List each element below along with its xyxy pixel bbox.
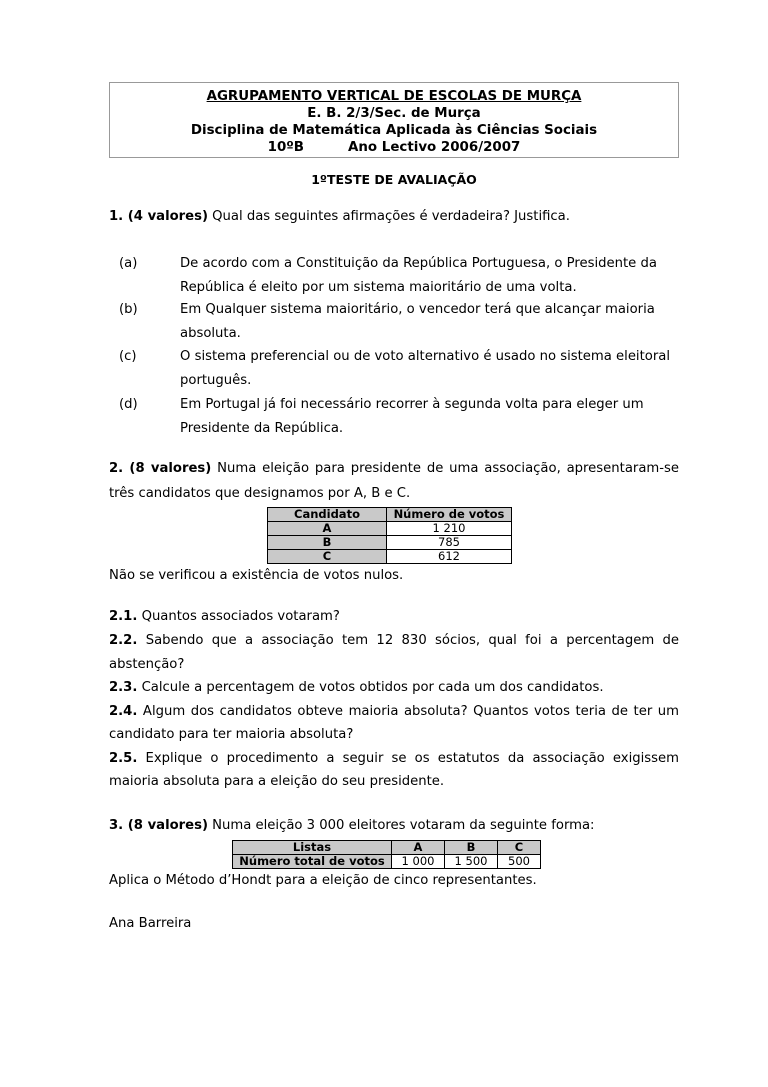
table-row [268,536,512,550]
sub-question-2-1 [109,607,679,627]
sub-question-text: Explique o procedimento a seguir se os estatutos da associação exigissem [137,751,679,766]
candidates-table [267,507,512,564]
table-header: Número de votos [387,508,512,522]
sub-question-label: 2.5. [109,751,138,766]
sub-question-2-3 [109,678,679,698]
table-cell: 500 [498,855,541,869]
school-year: Ano Lectivo 2006/2007 [348,140,521,155]
table-cell: 785 [387,536,512,550]
sub-question-text: Sabendo que a associação tem 12 830 sócios, qual foi a percentagem de [137,633,679,648]
test-title: 1ºTESTE DE AVALIAÇÃO [311,172,477,187]
sub-question-label: 2.4. [109,704,138,719]
subject-name: Disciplina de Matemática Aplicada às Ciências Sociais [190,123,598,138]
table-cell: 612 [387,550,512,564]
question-2-text: Numa eleição para presidente de uma associação, apresentaram-se [211,461,679,476]
sub-question-text: Calcule a percentagem de votos obtidos por cada um dos candidatos. [137,680,604,695]
table-header: Listas [233,841,392,855]
table-header: C [498,841,541,855]
table-cell: C [268,550,387,564]
table-cell: 1 500 [445,855,498,869]
sub-question-2-2-line2: abstenção? [109,657,185,672]
table-cell: Número total de votos [233,855,392,869]
option-b [109,298,679,345]
table-header: A [392,841,445,855]
table-row [233,855,541,869]
question-2-note: Não se verificou a existência de votos nulos. [109,568,404,583]
class-year-line [110,139,678,156]
option-line: português. [180,372,252,388]
school-header [109,82,679,158]
option-line: Em Portugal já foi necessário recorrer à segunda volta para eleger um [180,397,644,412]
question-3-text: Numa eleição 3 000 eleitores votaram da seguinte forma: [207,818,595,833]
question-2 [109,459,679,479]
option-line: absoluta. [180,325,241,341]
question-1-label: 1. (4 valores) [109,209,208,224]
school-group-name: AGRUPAMENTO VERTICAL DE ESCOLAS DE MURÇA [206,89,582,104]
sub-question-2-5 [109,749,679,769]
table-header: B [445,841,498,855]
class-name: 10ºB [267,140,305,155]
sub-question-2-4-line2: candidato para ter maioria absoluta? [109,727,354,742]
sub-question-text: Algum dos candidatos obteve maioria absoluta? Quantos votos teria de ter um [137,704,679,719]
sub-question-label: 2.1. [109,609,138,624]
author-name: Ana Barreira [109,916,192,931]
table-header: Candidato [268,508,387,522]
option-letter: (a) [119,256,138,271]
question-2-line2: três candidatos que designamos por A, B e C. [109,486,411,501]
option-letter: (b) [119,302,138,317]
option-line: De acordo com a Constituição da República Portuguesa, o Presidente da [180,256,657,271]
table-cell: B [268,536,387,550]
table-row [268,550,512,564]
option-line: Em Qualquer sistema maioritário, o vencedor terá que alcançar maioria [180,302,655,317]
question-3-label: 3. (8 valores) [109,818,208,833]
option-line: O sistema preferencial ou de voto alternativo é usado no sistema eleitoral [180,349,670,364]
table-cell: 1 000 [392,855,445,869]
sub-question-label: 2.2. [109,633,138,648]
table-cell: A [268,522,387,536]
option-letter: (d) [119,397,138,412]
option-a [109,252,679,299]
sub-question-2-2 [109,631,679,651]
question-1 [109,207,679,227]
table-row [268,522,512,536]
table-header-row [233,841,541,855]
question-1-text: Qual das seguintes afirmações é verdadeira? Justifica. [207,209,570,224]
sub-question-2-5-line2: maioria absoluta para a eleição do seu presidente. [109,774,445,789]
option-letter: (c) [119,349,137,364]
option-d [109,393,679,440]
question-2-label: 2. (8 valores) [109,461,212,476]
sub-question-text: Quantos associados votaram? [137,609,340,624]
sub-question-label: 2.3. [109,680,138,695]
question-3-note: Aplica o Método d’Hondt para a eleição de cinco representantes. [109,873,537,888]
option-line: Presidente da República. [180,420,344,436]
option-c [109,345,679,392]
school-name: E. B. 2/3/Sec. de Murça [307,106,481,121]
lists-table [232,840,541,869]
table-cell: 1 210 [387,522,512,536]
table-header-row [268,508,512,522]
option-line: República é eleito por um sistema maioritário de uma volta. [180,279,577,295]
sub-question-2-4 [109,702,679,722]
question-3 [109,816,679,836]
